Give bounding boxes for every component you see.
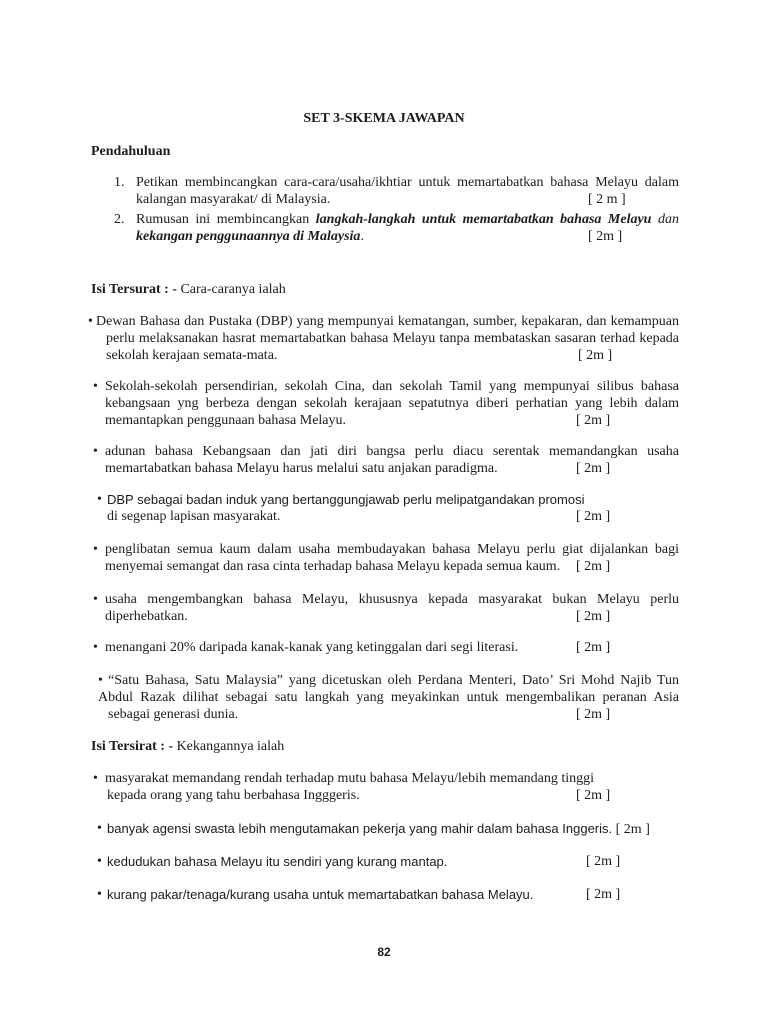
text-line: Rumusan ini membincangkan langkah-langkah untuk memartabatkan bahasa Melayu dan (136, 212, 680, 227)
list-item (93, 443, 679, 477)
list-item (97, 491, 679, 525)
list-item (93, 591, 679, 625)
text-line: Petikan membincangkan cara-cara/usaha/ikhtiar untuk memartabatkan bahasa Melayu dalam (136, 175, 679, 190)
text-line: kedudukan bahasa Melayu itu sendiri yang kurang mantap. [ 2m ] (107, 854, 621, 869)
bullet-icon: • (93, 771, 98, 786)
page-number: 82 (377, 945, 391, 959)
page-title: SET 3-SKEMA JAWAPAN (303, 111, 465, 126)
bullet-icon: • (97, 492, 102, 507)
bullet-icon: • (93, 640, 98, 655)
mark-label: [ 2m ] (576, 609, 611, 624)
text-line: adunan bahasa Kebangsaan dan jati diri bangsa perlu diacu serentak memandangkan usaha (105, 444, 679, 459)
mark-label: [ 2m ] (576, 707, 611, 722)
bullet-icon: • (97, 854, 102, 869)
text-line: banyak agensi swasta lebih mengutamakan pekerja yang mahir dalam bahasa Inggeris. [ 2m ] (107, 821, 650, 837)
mark-label: [ 2m ] (576, 461, 611, 476)
list-item (97, 886, 679, 904)
mark-label: [ 2m ] (576, 788, 611, 803)
list-number: 2. (114, 212, 125, 227)
bullet-icon: • (97, 887, 102, 902)
intro-item-2 (114, 211, 679, 245)
text-line: penglibatan semua kaum dalam usaha membudayakan bahasa Melayu perlu giat dijalankan bagi (105, 542, 679, 557)
text-line: Sekolah-sekolah persendirian, sekolah Cina, dan sekolah Tamil yang mempunyai silibus bahasa (105, 379, 679, 394)
mark-label: [ 2 m ] (588, 192, 626, 207)
section-heading-pendahuluan: Pendahuluan (91, 144, 171, 159)
text-line: kurang pakar/tenaga/kurang usaha untuk memartabatkan bahasa Melayu. [ 2m ] (107, 887, 621, 902)
text-line: memantapkan penggunaan bahasa Melayu. [ 2m ] (105, 413, 611, 428)
mark-label: [ 2m ] (576, 640, 611, 655)
text-line: kalangan masyarakat/ di Malaysia. [ 2 m ] (136, 192, 626, 207)
text-line: sebagai generasi dunia. [ 2m ] (108, 707, 611, 722)
bullet-icon: • (93, 592, 98, 607)
mark-label: [ 2m ] (588, 229, 623, 244)
list-item (97, 820, 679, 838)
list-item (93, 639, 679, 656)
list-number: 1. (114, 175, 125, 190)
text-line: diperhebatkan. [ 2m ] (105, 609, 611, 624)
text-line: “Satu Bahasa, Satu Malaysia” yang dicetuskan oleh Perdana Menteri, Dato’ Sri Mohd Najib Tun (108, 673, 679, 688)
bullet-icon: • (97, 821, 102, 836)
bullet-icon: • (93, 379, 98, 394)
text-line: kebangsaan yng berbeza dengan sekolah kerajaan sepatutnya diberi perhatian yang lebih dalam (105, 396, 679, 411)
text-line: sekolah kerajaan semata-mata. [ 2m ] (106, 348, 613, 363)
text-line: di segenap lapisan masyarakat. [ 2m ] (107, 509, 611, 524)
list-item (93, 378, 679, 429)
mark-label: [ 2m ] (586, 854, 621, 869)
mark-label: [ 2m ] (586, 887, 621, 902)
section-heading-tersurat: Isi Tersurat : - Cara-caranya ialah (91, 282, 286, 297)
list-item (97, 853, 679, 871)
list-item (93, 541, 679, 575)
intro-item-1 (114, 174, 679, 208)
text-line: Abdul Razak dilihat sebagai satu langkah yang meyakinkan untuk mengembalikan peranan Asia (98, 690, 679, 705)
mark-label: [ 2m ] (615, 822, 650, 837)
text-line: kekangan penggunaannya di Malaysia. [ 2m ] (136, 229, 623, 244)
text-line: kepada orang yang tahu berbahasa Ingggeris. [ 2m ] (107, 788, 611, 803)
text-line: perlu melaksanakan hasrat memartabatkan bahasa Melayu tanpa membataskan sasaran terhad kepada (106, 331, 679, 346)
text-line: usaha mengembangkan bahasa Melayu, khususnya kepada masyarakat bukan Melayu perlu (105, 592, 679, 607)
text-line: memartabatkan bahasa Melayu harus melalui satu anjakan paradigma. [ 2m ] (105, 461, 611, 476)
text-line: masyarakat memandang rendah terhadap mutu bahasa Melayu/lebih memandang tinggi (105, 771, 595, 786)
bullet-icon: • (88, 314, 93, 329)
text-line: menangani 20% daripada kanak-kanak yang ketinggalan dari segi literasi. [ 2m ] (105, 640, 611, 655)
list-item (88, 313, 679, 364)
bullet-icon: • (93, 444, 98, 459)
bullet-icon: • (98, 673, 103, 688)
bullet-icon: • (93, 542, 98, 557)
mark-label: [ 2m ] (576, 509, 611, 524)
mark-label: [ 2m ] (578, 348, 613, 363)
list-item (98, 672, 679, 723)
section-heading-tersirat: Isi Tersirat : - Kekangannya ialah (91, 739, 285, 754)
text-line: DBP sebagai badan induk yang bertanggungjawab perlu melipatgandakan promosi (107, 492, 585, 507)
text-line: Dewan Bahasa dan Pustaka (DBP) yang mempunyai kematangan, sumber, kepakaran, dan kemampuan (96, 314, 679, 329)
mark-label: [ 2m ] (576, 559, 611, 574)
list-item (93, 770, 679, 804)
text-line: menyemai semangat dan rasa cinta terhadap bahasa Melayu kepada semua kaum. [ 2m ] (105, 559, 611, 574)
mark-label: [ 2m ] (576, 413, 611, 428)
